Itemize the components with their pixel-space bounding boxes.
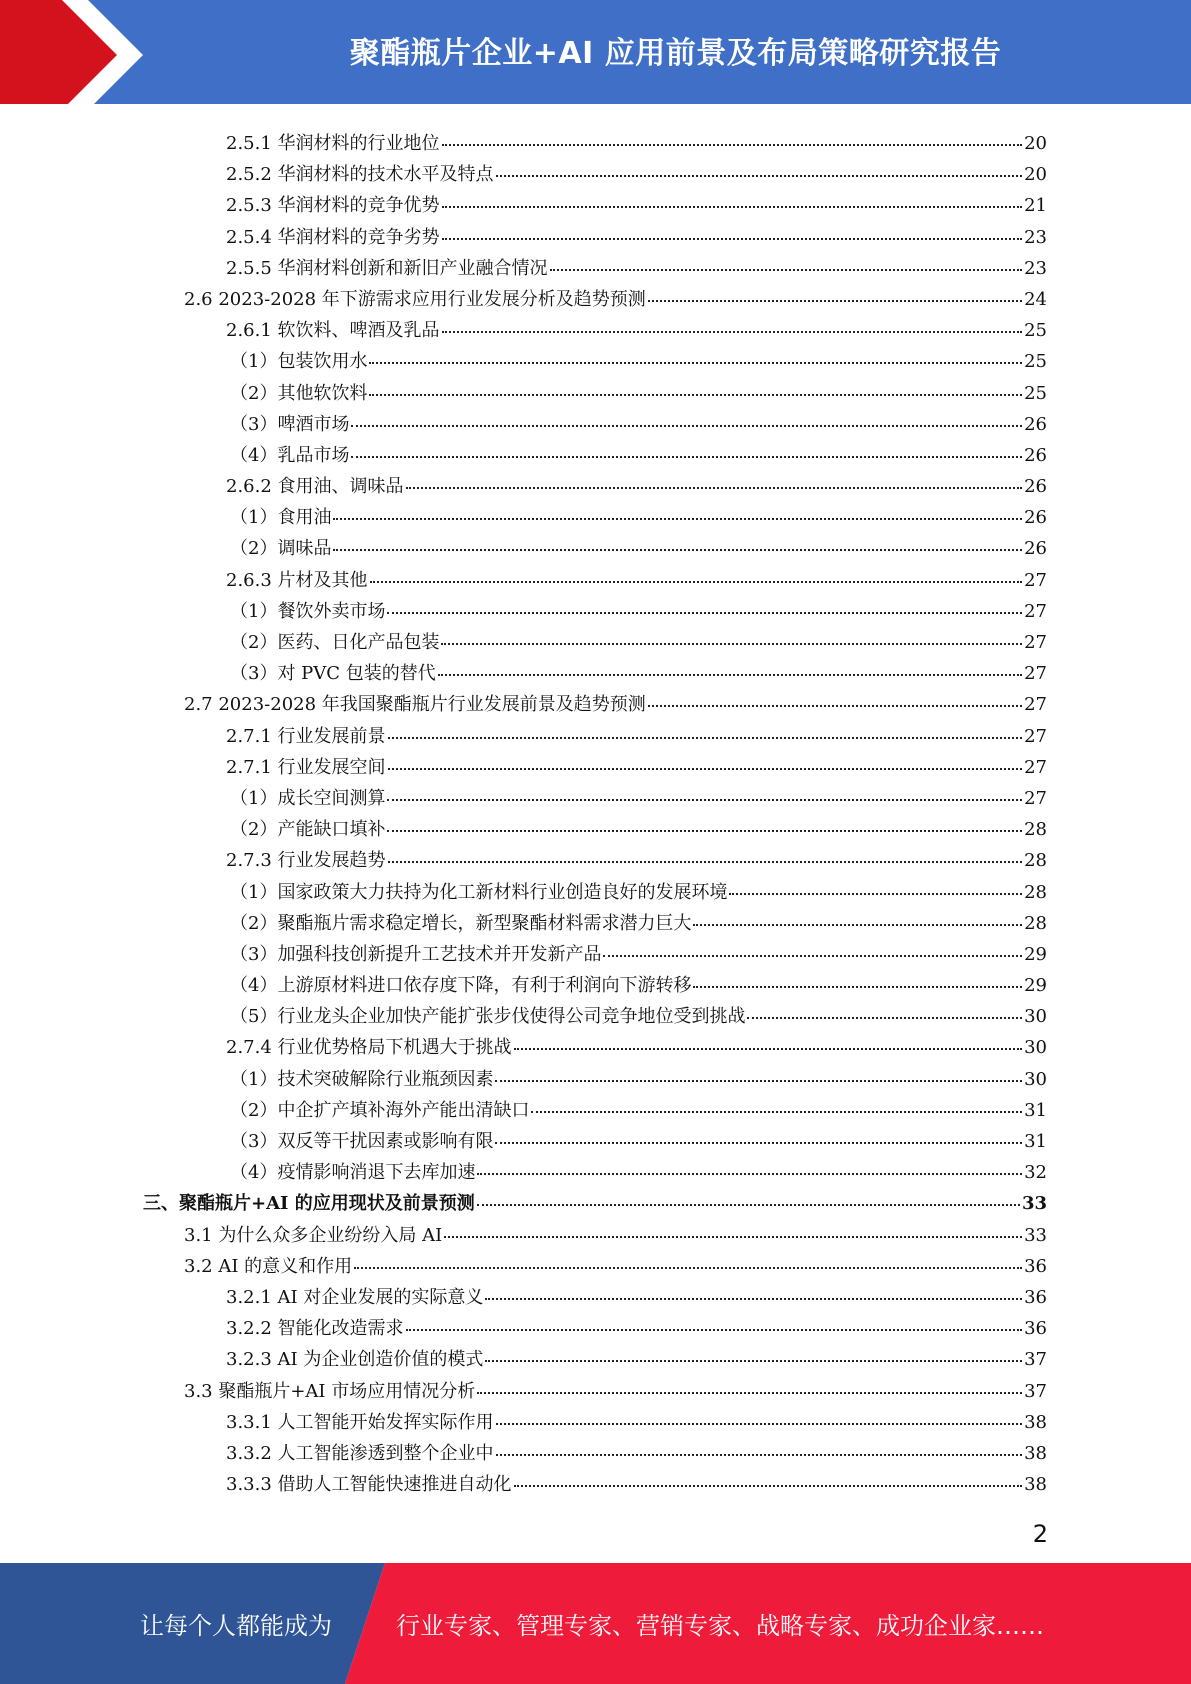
toc-dot-leader: [441, 642, 1022, 645]
toc-dot-leader: [444, 1235, 1022, 1238]
toc-entry-page: 27: [1024, 787, 1047, 809]
toc-entry-label: （2）聚酯瓶片需求稳定增长，新型聚酯材料需求潜力巨大: [230, 912, 692, 934]
toc-dot-leader: [477, 1203, 1020, 1206]
toc-dot-leader: [495, 1079, 1022, 1082]
toc-entry-page: 29: [1024, 943, 1047, 965]
toc-entry-page: 28: [1024, 881, 1047, 903]
toc-entry-label: （3）对 PVC 包装的替代: [230, 663, 436, 685]
toc-entry-label: （2）中企扩产填补海外产能出清缺口: [230, 1099, 530, 1121]
toc-entry[interactable]: [0, 689, 1191, 720]
toc-entry-label: 3.1 为什么众多企业纷纷入局 AI: [184, 1224, 443, 1246]
toc-entry-page: 27: [1024, 600, 1047, 622]
toc-entry[interactable]: [0, 1032, 1191, 1063]
toc-dot-leader: [485, 1359, 1022, 1362]
toc-entry-label: 3.3 聚酯瓶片+AI 市场应用情况分析: [184, 1380, 476, 1402]
toc-dot-leader: [693, 985, 1022, 988]
toc-dot-leader: [388, 860, 1023, 863]
toc-dot-leader: [648, 704, 1022, 707]
report-title: 聚酯瓶片企业+AI 应用前景及布局策略研究报告: [349, 36, 1002, 71]
toc-entry-page: 26: [1024, 413, 1047, 435]
toc-dot-leader: [387, 829, 1022, 832]
page-number: 2: [1032, 1520, 1048, 1548]
toc-entry[interactable]: [0, 783, 1191, 814]
toc-dot-leader: [747, 1016, 1022, 1019]
toc-entry-page: 23: [1024, 226, 1047, 248]
toc-entry-page: 37: [1024, 1380, 1047, 1402]
toc-entry[interactable]: [0, 253, 1191, 284]
toc-entry-label: 3.3.3 借助人工智能快速推进自动化: [226, 1474, 512, 1496]
toc-entry-label: 2.5.4 华润材料的竞争劣势: [226, 226, 440, 248]
toc-entry-label: 2.5.2 华润材料的技术水平及特点: [226, 164, 494, 186]
toc-entry[interactable]: [0, 627, 1191, 658]
toc-entry-page: 33: [1021, 1193, 1047, 1215]
toc-entry[interactable]: [0, 596, 1191, 627]
toc-dot-leader: [729, 892, 1022, 895]
page-footer: [0, 1563, 1191, 1684]
toc-dot-leader: [406, 486, 1023, 489]
toc-entry-label: （4）疫情影响消退下去库加速: [230, 1162, 476, 1184]
toc-entry-page: 20: [1024, 133, 1047, 154]
toc-entry-label: 2.7.3 行业发展趋势: [226, 850, 386, 872]
toc-dot-leader: [438, 673, 1022, 676]
toc-entry-page: 26: [1024, 507, 1047, 529]
toc-entry[interactable]: [0, 908, 1191, 939]
toc-entry-label: 2.5.1 华润材料的行业地位: [226, 133, 440, 154]
toc-entry[interactable]: [0, 939, 1191, 970]
toc-dot-leader: [531, 1110, 1022, 1113]
toc-entry-page: 28: [1024, 819, 1047, 841]
toc-entry-page: 38: [1024, 1411, 1047, 1433]
toc-entry[interactable]: [0, 222, 1191, 253]
toc-entry[interactable]: [0, 1407, 1191, 1438]
toc-entry[interactable]: [0, 1157, 1191, 1188]
header-divider: [0, 104, 1191, 110]
toc-entry-page: 30: [1024, 1037, 1047, 1059]
toc-entry-page: 21: [1024, 195, 1047, 217]
toc-entry-label: 2.6.2 食用油、调味品: [226, 476, 404, 498]
toc-entry-label: （1）成长空间测算: [230, 787, 386, 809]
toc-entry-label: （1）技术突破解除行业瓶颈因素: [230, 1068, 494, 1090]
toc-dot-leader: [354, 1266, 1022, 1269]
toc-dot-leader: [388, 736, 1023, 739]
toc-entry-label: （5）行业龙头企业加快产能扩张步伐使得公司竞争地位受到挑战: [230, 1006, 746, 1028]
toc-dot-leader: [442, 237, 1023, 240]
toc-entry-label: （1）国家政策大力扶持为化工新材料行业创造良好的发展环境: [230, 881, 728, 903]
footer-slogan-right: 行业专家、管理专家、营销专家、战略专家、成功企业家……: [396, 1612, 1044, 1640]
toc-entry-label: （2）医药、日化产品包装: [230, 632, 440, 653]
toc-entry-page: 23: [1024, 257, 1047, 279]
toc-dot-leader: [387, 611, 1022, 614]
toc-entry-page: 25: [1024, 351, 1047, 373]
toc-entry[interactable]: [0, 1188, 1191, 1219]
toc-entry[interactable]: [0, 1126, 1191, 1157]
toc-dot-leader: [648, 299, 1022, 302]
toc-entry-page: 27: [1024, 694, 1047, 716]
toc-entry-page: 32: [1024, 1162, 1047, 1184]
toc-dot-leader: [351, 424, 1022, 427]
toc-entry-label: 2.7.1 行业发展空间: [226, 756, 386, 778]
toc-entry-page: 36: [1024, 1255, 1047, 1277]
toc-entry-page: 27: [1024, 663, 1047, 685]
toc-entry[interactable]: [0, 1438, 1191, 1469]
toc-entry[interactable]: [0, 502, 1191, 533]
toc-entry-label: 2.5.5 华润材料创新和新旧产业融合情况: [226, 257, 548, 279]
toc-entry-label: 3.2.1 AI 对企业发展的实际意义: [226, 1286, 484, 1308]
toc-entry[interactable]: [0, 1001, 1191, 1032]
toc-entry-page: 26: [1024, 476, 1047, 498]
toc-entry[interactable]: [0, 1220, 1191, 1251]
table-of-contents: [0, 128, 1191, 1500]
toc-entry-label: （2）产能缺口填补: [230, 819, 386, 841]
toc-dot-leader: [406, 1328, 1023, 1331]
toc-entry-label: 2.5.3 华润材料的竞争优势: [226, 195, 440, 217]
toc-dot-leader: [514, 1484, 1023, 1487]
toc-dot-leader: [603, 954, 1022, 957]
toc-entry-page: 28: [1024, 912, 1047, 934]
toc-dot-leader: [388, 767, 1023, 770]
toc-entry-label: 3.3.1 人工智能开始发挥实际作用: [226, 1411, 494, 1433]
toc-entry-page: 26: [1024, 538, 1047, 560]
page-header: [0, 0, 1191, 110]
toc-entry-page: 36: [1024, 1318, 1047, 1340]
toc-entry-page: 26: [1024, 444, 1047, 466]
toc-entry[interactable]: [0, 346, 1191, 377]
toc-dot-leader: [333, 517, 1022, 520]
toc-entry[interactable]: [0, 658, 1191, 689]
toc-entry[interactable]: [0, 1469, 1191, 1500]
toc-dot-leader: [442, 330, 1023, 333]
toc-entry-label: 3.3.2 人工智能渗透到整个企业中: [226, 1442, 494, 1464]
toc-entry[interactable]: [0, 1344, 1191, 1375]
toc-entry[interactable]: [0, 533, 1191, 564]
toc-entry-page: 24: [1024, 288, 1047, 310]
toc-entry[interactable]: [0, 877, 1191, 908]
toc-dot-leader: [370, 580, 1023, 583]
toc-entry[interactable]: [0, 814, 1191, 845]
toc-dot-leader: [369, 393, 1022, 396]
toc-entry-label: 三、聚酯瓶片+AI 的应用现状及前景预测: [143, 1193, 475, 1215]
toc-dot-leader: [369, 361, 1022, 364]
toc-entry[interactable]: [0, 1282, 1191, 1313]
toc-entry-page: 31: [1024, 1131, 1047, 1152]
toc-entry[interactable]: [0, 1313, 1191, 1344]
toc-entry[interactable]: [0, 190, 1191, 221]
toc-entry[interactable]: [0, 752, 1191, 783]
toc-entry[interactable]: [0, 970, 1191, 1001]
toc-entry-label: 2.6 2023-2028 年下游需求应用行业发展分析及趋势预测: [184, 288, 646, 310]
toc-entry-label: 3.2.2 智能化改造需求: [226, 1318, 404, 1340]
toc-entry-label: （4）乳品市场: [230, 444, 350, 466]
toc-entry[interactable]: [0, 440, 1191, 471]
toc-entry-label: 2.7 2023-2028 年我国聚酯瓶片行业发展前景及趋势预测: [184, 694, 646, 716]
toc-entry-label: （1）餐饮外卖市场: [230, 600, 386, 622]
footer-slogan-left: 让每个人都能成为: [140, 1612, 332, 1640]
toc-entry-label: 3.2 AI 的意义和作用: [184, 1255, 353, 1277]
toc-entry-page: 33: [1024, 1224, 1047, 1246]
toc-entry[interactable]: [0, 845, 1191, 876]
toc-entry-label: 2.6.1 软饮料、啤酒及乳品: [226, 320, 440, 342]
toc-dot-leader: [442, 205, 1023, 208]
toc-entry[interactable]: [0, 378, 1191, 409]
toc-entry-label: （3）啤酒市场: [230, 413, 350, 435]
toc-entry-page: 30: [1024, 1068, 1047, 1090]
toc-dot-leader: [477, 1172, 1022, 1175]
toc-entry[interactable]: [0, 1376, 1191, 1407]
toc-entry-label: （2）调味品: [230, 538, 332, 560]
toc-dot-leader: [496, 1453, 1023, 1456]
toc-entry[interactable]: [0, 471, 1191, 502]
toc-entry-page: 29: [1024, 975, 1047, 997]
toc-entry-page: 27: [1024, 725, 1047, 747]
toc-entry-label: （3）双反等干扰因素或影响有限: [230, 1131, 494, 1152]
toc-entry-page: 31: [1024, 1099, 1047, 1121]
toc-entry-page: 38: [1024, 1442, 1047, 1464]
toc-dot-leader: [477, 1391, 1022, 1394]
toc-entry-page: 25: [1024, 382, 1047, 404]
toc-dot-leader: [387, 798, 1022, 801]
toc-dot-leader: [333, 548, 1022, 551]
toc-entry[interactable]: [0, 1064, 1191, 1095]
toc-entry[interactable]: [0, 1095, 1191, 1126]
toc-entry[interactable]: [0, 565, 1191, 596]
toc-entry-page: 27: [1024, 756, 1047, 778]
toc-entry-label: 3.2.3 AI 为企业创造价值的模式: [226, 1349, 484, 1371]
toc-entry-page: 27: [1024, 569, 1047, 591]
toc-entry-page: 36: [1024, 1286, 1047, 1308]
toc-entry[interactable]: [0, 128, 1191, 159]
toc-entry[interactable]: [0, 409, 1191, 440]
toc-dot-leader: [442, 143, 1023, 146]
toc-entry[interactable]: [0, 1251, 1191, 1282]
toc-dot-leader: [351, 455, 1022, 458]
toc-entry-label: 2.7.1 行业发展前景: [226, 725, 386, 747]
toc-dot-leader: [550, 268, 1023, 271]
toc-dot-leader: [514, 1047, 1023, 1050]
toc-entry-label: （1）包装饮用水: [230, 351, 368, 373]
toc-entry-page: 30: [1024, 1006, 1047, 1028]
toc-entry-label: 2.7.4 行业优势格局下机遇大于挑战: [226, 1037, 512, 1059]
toc-entry[interactable]: [0, 315, 1191, 346]
toc-entry-label: （2）其他软饮料: [230, 382, 368, 404]
toc-dot-leader: [693, 923, 1022, 926]
toc-entry-page: 37: [1024, 1349, 1047, 1371]
toc-entry-label: （3）加强科技创新提升工艺技术并开发新产品: [230, 943, 602, 965]
toc-entry[interactable]: [0, 721, 1191, 752]
toc-entry-page: 28: [1024, 850, 1047, 872]
toc-dot-leader: [496, 174, 1023, 177]
toc-dot-leader: [495, 1141, 1022, 1144]
toc-entry-label: 2.6.3 片材及其他: [226, 569, 368, 591]
toc-entry-page: 20: [1024, 164, 1047, 186]
toc-entry-label: （1）食用油: [230, 507, 332, 529]
toc-entry-page: 25: [1024, 320, 1047, 342]
toc-dot-leader: [496, 1422, 1023, 1425]
toc-entry-page: 27: [1024, 632, 1047, 653]
toc-entry-page: 38: [1024, 1474, 1047, 1496]
toc-entry[interactable]: [0, 284, 1191, 315]
toc-dot-leader: [485, 1297, 1022, 1300]
toc-entry-label: （4）上游原材料进口依存度下降，有利于利润向下游转移: [230, 975, 692, 997]
toc-entry[interactable]: [0, 159, 1191, 190]
